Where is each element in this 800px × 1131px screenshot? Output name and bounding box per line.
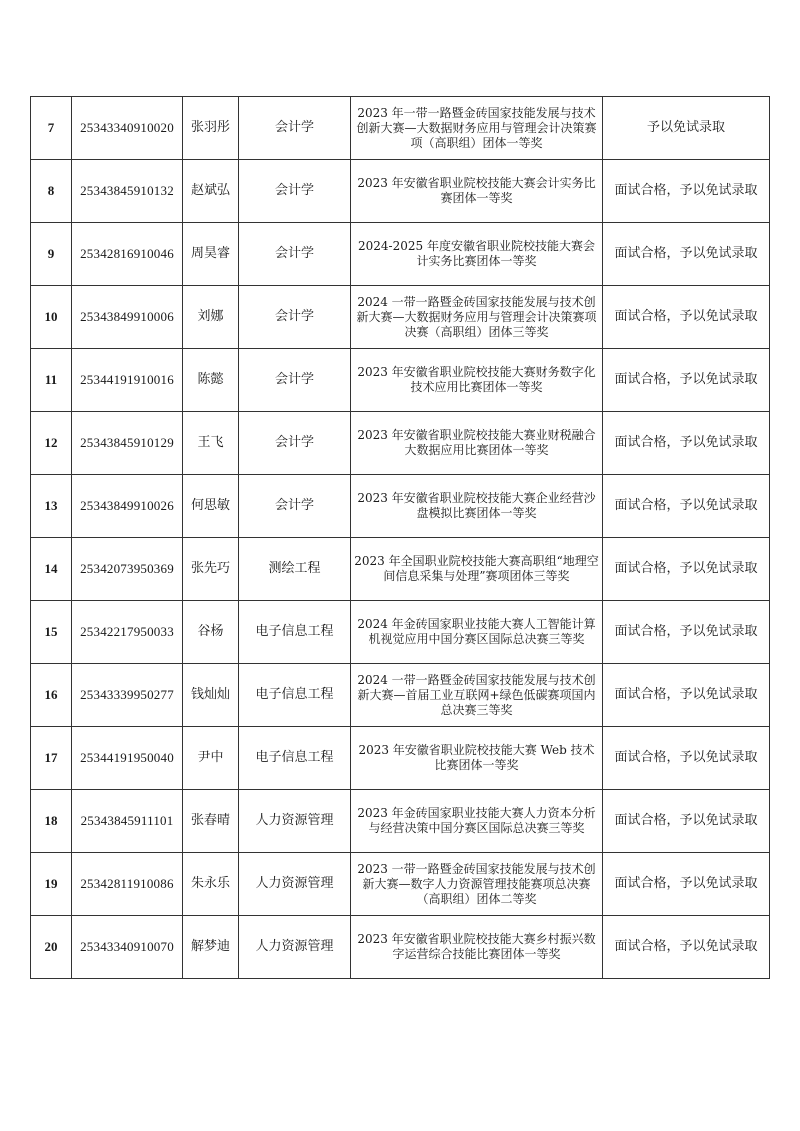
admission-result-cell: 面试合格，予以免试录取 bbox=[603, 349, 770, 412]
student-name-cell: 周昊睿 bbox=[183, 223, 239, 286]
candidate-id-cell: 25343845910132 bbox=[72, 160, 183, 223]
candidate-id-cell: 25342811910086 bbox=[72, 853, 183, 916]
major-cell: 电子信息工程 bbox=[239, 664, 351, 727]
major-cell: 会计学 bbox=[239, 97, 351, 160]
student-name-cell: 张羽彤 bbox=[183, 97, 239, 160]
candidate-id-cell: 25343849910026 bbox=[72, 475, 183, 538]
table-row bbox=[31, 97, 770, 160]
award-description-cell: 2023 年安徽省职业院校技能大赛财务数字化技术应用比赛团体一等奖 bbox=[351, 349, 603, 412]
table-row bbox=[31, 223, 770, 286]
student-name-cell: 张先巧 bbox=[183, 538, 239, 601]
admission-result-cell: 面试合格，予以免试录取 bbox=[603, 916, 770, 979]
student-name-cell: 张春晴 bbox=[183, 790, 239, 853]
student-name-cell: 陈懿 bbox=[183, 349, 239, 412]
student-name-cell: 谷杨 bbox=[183, 601, 239, 664]
table-row bbox=[31, 727, 770, 790]
student-name-cell: 解梦迪 bbox=[183, 916, 239, 979]
award-description-cell: 2024 一带一路暨金砖国家技能发展与技术创新大赛—首届工业互联网+绿色低碳赛项国内总决赛三等奖 bbox=[351, 664, 603, 727]
candidate-id-cell: 25343339950277 bbox=[72, 664, 183, 727]
major-cell: 人力资源管理 bbox=[239, 916, 351, 979]
candidate-id-cell: 25342217950033 bbox=[72, 601, 183, 664]
admission-result-cell: 面试合格，予以免试录取 bbox=[603, 538, 770, 601]
major-cell: 电子信息工程 bbox=[239, 601, 351, 664]
student-name-cell: 钱灿灿 bbox=[183, 664, 239, 727]
admission-result-cell: 面试合格，予以免试录取 bbox=[603, 790, 770, 853]
row-number-cell: 13 bbox=[31, 475, 72, 538]
award-description-cell: 2023 年安徽省职业院校技能大赛企业经营沙盘模拟比赛团体一等奖 bbox=[351, 475, 603, 538]
table-row bbox=[31, 916, 770, 979]
row-number-cell: 15 bbox=[31, 601, 72, 664]
row-number-cell: 18 bbox=[31, 790, 72, 853]
major-cell: 会计学 bbox=[239, 160, 351, 223]
award-description-cell: 2023 年一带一路暨金砖国家技能发展与技术创新大赛—大数据财务应用与管理会计决策赛项（高职组）团体一等奖 bbox=[351, 97, 603, 160]
table-row bbox=[31, 475, 770, 538]
major-cell: 人力资源管理 bbox=[239, 790, 351, 853]
candidate-id-cell: 25344191950040 bbox=[72, 727, 183, 790]
admission-result-cell: 面试合格，予以免试录取 bbox=[603, 601, 770, 664]
row-number-cell: 12 bbox=[31, 412, 72, 475]
admission-result-cell: 面试合格，予以免试录取 bbox=[603, 727, 770, 790]
award-description-cell: 2023 一带一路暨金砖国家技能发展与技术创新大赛—数字人力资源管理技能赛项总决赛（高职组）团体二等奖 bbox=[351, 853, 603, 916]
admission-result-cell: 面试合格，予以免试录取 bbox=[603, 475, 770, 538]
major-cell: 会计学 bbox=[239, 475, 351, 538]
student-name-cell: 刘娜 bbox=[183, 286, 239, 349]
candidate-id-cell: 25343845910129 bbox=[72, 412, 183, 475]
major-cell: 会计学 bbox=[239, 223, 351, 286]
candidate-id-cell: 25343845911101 bbox=[72, 790, 183, 853]
row-number-cell: 10 bbox=[31, 286, 72, 349]
table-row bbox=[31, 790, 770, 853]
table-row bbox=[31, 601, 770, 664]
row-number-cell: 14 bbox=[31, 538, 72, 601]
table-row bbox=[31, 412, 770, 475]
candidate-id-cell: 25343849910006 bbox=[72, 286, 183, 349]
row-number-cell: 9 bbox=[31, 223, 72, 286]
table-row bbox=[31, 853, 770, 916]
row-number-cell: 20 bbox=[31, 916, 72, 979]
table-body bbox=[31, 97, 770, 979]
candidate-id-cell: 25344191910016 bbox=[72, 349, 183, 412]
award-description-cell: 2024-2025 年度安徽省职业院校技能大赛会计实务比赛团体一等奖 bbox=[351, 223, 603, 286]
row-number-cell: 17 bbox=[31, 727, 72, 790]
table-row bbox=[31, 538, 770, 601]
student-name-cell: 朱永乐 bbox=[183, 853, 239, 916]
admission-result-cell: 面试合格，予以免试录取 bbox=[603, 664, 770, 727]
row-number-cell: 7 bbox=[31, 97, 72, 160]
award-description-cell: 2023 年金砖国家职业技能大赛人力资本分析与经营决策中国分赛区国际总决赛三等奖 bbox=[351, 790, 603, 853]
table-row bbox=[31, 160, 770, 223]
admission-result-cell: 面试合格，予以免试录取 bbox=[603, 853, 770, 916]
admission-result-cell: 面试合格，予以免试录取 bbox=[603, 412, 770, 475]
student-name-cell: 王飞 bbox=[183, 412, 239, 475]
admission-result-cell: 面试合格，予以免试录取 bbox=[603, 286, 770, 349]
row-number-cell: 11 bbox=[31, 349, 72, 412]
candidate-id-cell: 25342073950369 bbox=[72, 538, 183, 601]
major-cell: 会计学 bbox=[239, 286, 351, 349]
admission-result-cell: 予以免试录取 bbox=[603, 97, 770, 160]
admission-result-cell: 面试合格，予以免试录取 bbox=[603, 223, 770, 286]
award-description-cell: 2024 一带一路暨金砖国家技能发展与技术创新大赛—大数据财务应用与管理会计决策赛项决赛（高职组）团体三等奖 bbox=[351, 286, 603, 349]
row-number-cell: 19 bbox=[31, 853, 72, 916]
major-cell: 测绘工程 bbox=[239, 538, 351, 601]
major-cell: 人力资源管理 bbox=[239, 853, 351, 916]
major-cell: 会计学 bbox=[239, 412, 351, 475]
table-row bbox=[31, 286, 770, 349]
admission-result-cell: 面试合格，予以免试录取 bbox=[603, 160, 770, 223]
major-cell: 会计学 bbox=[239, 349, 351, 412]
candidate-id-cell: 25343340910020 bbox=[72, 97, 183, 160]
table-row bbox=[31, 349, 770, 412]
student-name-cell: 尹中 bbox=[183, 727, 239, 790]
major-cell: 电子信息工程 bbox=[239, 727, 351, 790]
award-description-cell: 2024 年金砖国家职业技能大赛人工智能计算机视觉应用中国分赛区国际总决赛三等奖 bbox=[351, 601, 603, 664]
row-number-cell: 16 bbox=[31, 664, 72, 727]
candidate-id-cell: 25342816910046 bbox=[72, 223, 183, 286]
admission-table bbox=[30, 96, 770, 979]
award-description-cell: 2023 年安徽省职业院校技能大赛会计实务比赛团体一等奖 bbox=[351, 160, 603, 223]
table-row bbox=[31, 664, 770, 727]
student-name-cell: 赵斌弘 bbox=[183, 160, 239, 223]
award-description-cell: 2023 年安徽省职业院校技能大赛乡村振兴数字运营综合技能比赛团体一等奖 bbox=[351, 916, 603, 979]
row-number-cell: 8 bbox=[31, 160, 72, 223]
award-description-cell: 2023 年全国职业院校技能大赛高职组“地理空间信息采集与处理”赛项团体三等奖 bbox=[351, 538, 603, 601]
award-description-cell: 2023 年安徽省职业院校技能大赛业财税融合大数据应用比赛团体一等奖 bbox=[351, 412, 603, 475]
student-name-cell: 何思敏 bbox=[183, 475, 239, 538]
award-description-cell: 2023 年安徽省职业院校技能大赛 Web 技术比赛团体一等奖 bbox=[351, 727, 603, 790]
candidate-id-cell: 25343340910070 bbox=[72, 916, 183, 979]
